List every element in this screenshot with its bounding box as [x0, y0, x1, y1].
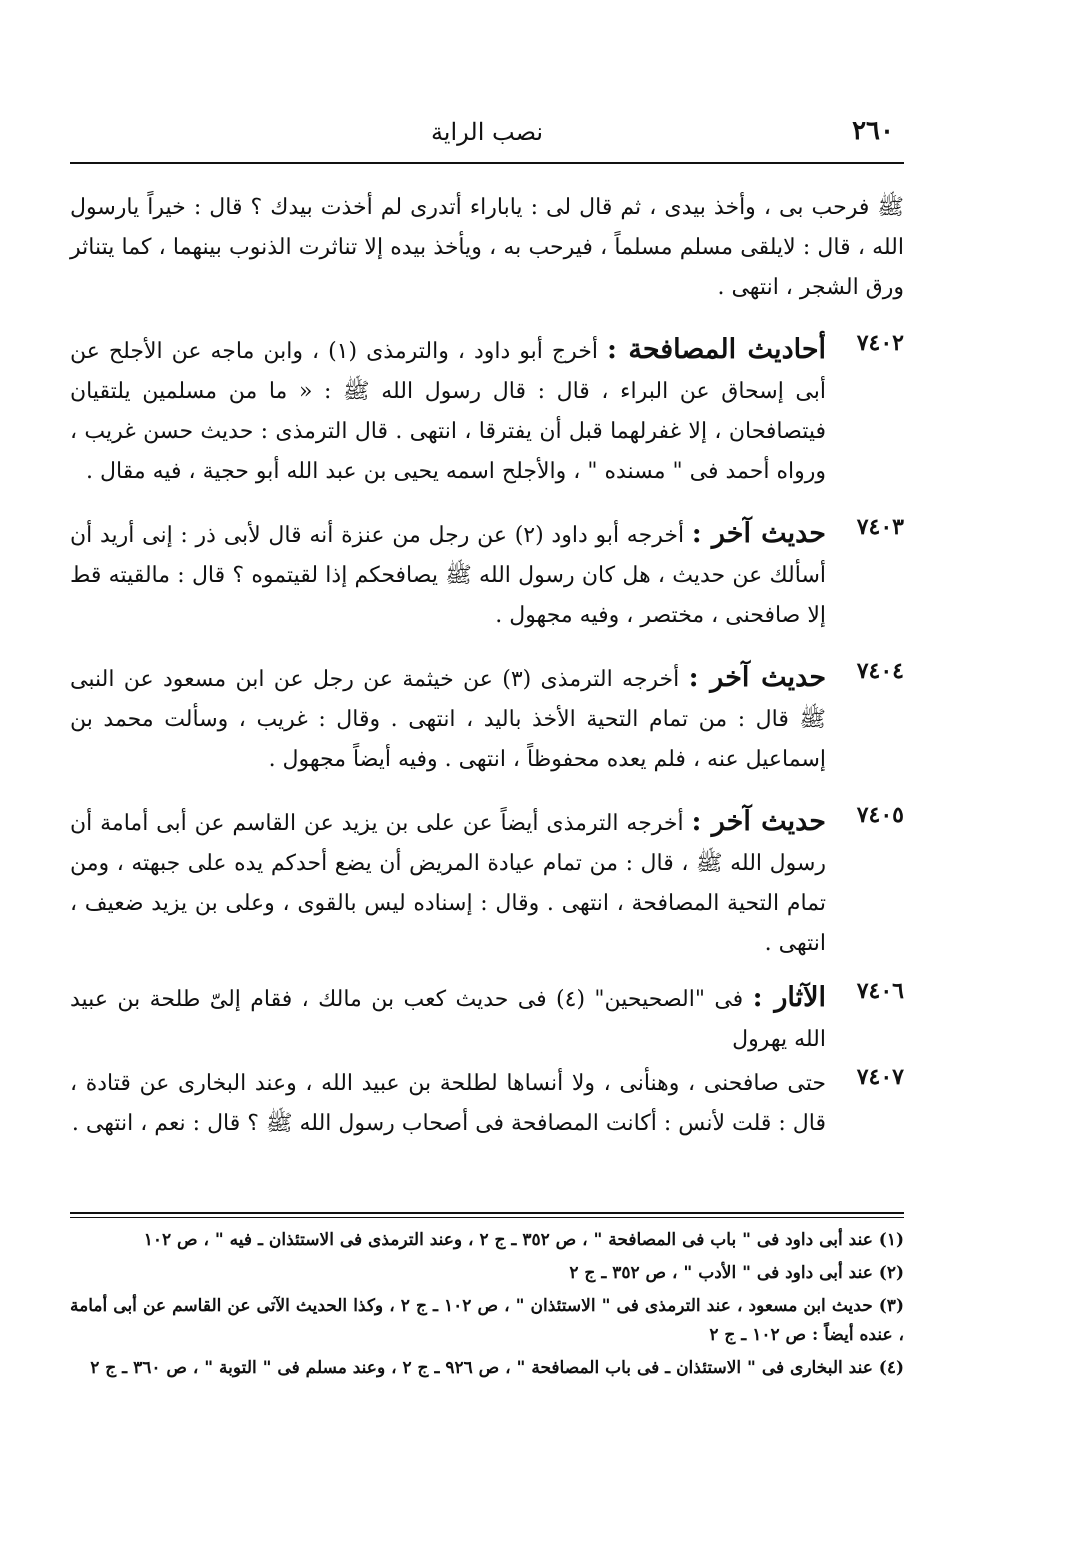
entry-text: أخرجه الترمذى (٣) عن خيثمة عن رجل عن ابن مسعود عن النبى ﷺ قال : من تمام التحية الأخذ باليد ، انتهى . وقال : غريب ، وسألت محمد بن إسماعيل عنه ، فلم يعده محفوظاً ، انتهى . وفيه أيضاً مجهول . — [70, 667, 826, 772]
footnote-1: (١) عند أبى داود فى " باب فى المصافحة " ، ص ٣٥٢ ـ ج ٢ ، وعند الترمذى فى الاستئذان ـ فيه " ، ص ١٠٢ — [143, 1230, 904, 1250]
page-header — [70, 112, 904, 152]
entry-title: الآثار : — [752, 982, 827, 1013]
entry-title: حديث آخر : — [688, 662, 827, 693]
entry-number: ٧٤٠٥ — [856, 802, 904, 828]
entry-7406 — [70, 978, 904, 1060]
entry-7405 — [70, 802, 904, 964]
entry-title: حديث آخر : — [691, 806, 826, 837]
entry-text: أخرجه أبو داود (٢) عن رجل من عنزة أنه قال لأبى ذر : إنى أريد أن أسألك عن حديث ، هل كان رسول الله ﷺ يصافحكم إذا لقيتموه ؟ قال : مالقيته قط إلا صافحنى ، مختصر ، وفيه مجهول . — [70, 523, 826, 628]
entry-7404 — [70, 658, 904, 780]
page-number: ٢٦٠ — [852, 116, 894, 146]
main-text — [70, 188, 904, 1144]
entry-text: حتى صافحنى ، وهنأنى ، ولا أنساها لطلحة بن عبيد الله ، وعند البخارى عن قتادة ، قال : قلت لأنس : أكانت المصافحة فى أصحاب رسول الله ﷺ ؟ قال : نعم ، انتهى . — [70, 1071, 826, 1136]
entry-7402 — [70, 330, 904, 492]
footnote-2: (٢) عند أبى داود فى " الأدب " ، ص ٣٥٢ ـ ج ٢ — [569, 1263, 904, 1283]
entry-number: ٧٤٠٧ — [856, 1064, 904, 1090]
running-title: نصب الراية — [430, 118, 544, 146]
header-rule — [70, 162, 904, 164]
entry-text: أخرجه الترمذى أيضاً عن على بن يزيد عن القاسم عن أبى أمامة أن رسول الله ﷺ ، قال : من تمام عيادة المريض أن يضع أحدكم يده على جبهته ، ومن تمام التحية المصافحة ، انتهى . وقال : إسناده ليس بالقوى ، وعلى بن يزيد ضعيف ، انتهى . — [70, 811, 826, 956]
entry-title: حديث آخر : — [691, 518, 827, 549]
entry-number: ٧٤٠٤ — [856, 658, 904, 684]
entry-text: أخرج أبو داود ، والترمذى (١) ، وابن ماجه عن الأجلح عن أبى إسحاق عن البراء ، قال : قال رسول الله ﷺ : « ما من مسلمين يلتقيان فيتصافحان ، إلا غفرلهما قبل أن يفترقا ، انتهى . قال الترمذى : حديث حسن غريب ، ورواه أحمد فى " مسنده " ، والأجلح اسمه يحيى بن عبد الله أبو حجية ، فيه مقال . — [70, 339, 826, 484]
footnote-4: (٤) عند البخارى فى " الاستئذان ـ فى باب المصافحة " ، ص ٩٢٦ ـ ج ٢ ، وعند مسلم فى " التوبة " ، ص ٣٦٠ ـ ج ٢ — [90, 1358, 904, 1378]
entry-number: ٧٤٠٢ — [856, 330, 904, 356]
entry-number: ٧٤٠٣ — [856, 514, 904, 540]
entry-text: فى "الصحيحين" (٤) فى حديث كعب بن مالك ، فقام إلىّ طلحة بن عبيد الله يهرول — [70, 987, 826, 1052]
footnote-rule — [70, 1212, 904, 1214]
entry-number: ٧٤٠٦ — [856, 978, 904, 1004]
entry-7407 — [70, 1064, 904, 1144]
footnote-3: (٣) حديث ابن مسعود ، عند الترمذى فى " الاستئذان " ، ص ١٠٢ ـ ج ٢ ، وكذا الحديث الآتى عن القاسم عن أبى أمامة ، عنده أيضاً : ص ١٠٢ ـ ج ٢ — [70, 1296, 904, 1345]
footnote-rule-thin — [70, 1217, 904, 1218]
entry-7403 — [70, 514, 904, 636]
footnotes — [70, 1226, 904, 1387]
entry-title: أحاديث المصافحة : — [606, 334, 827, 365]
intro-paragraph: ﷺ فرحب بى ، وأخذ بيدى ، ثم قال لى : ياباراء أتدرى لم أخذت بيدك ؟ قال : خيراً يارسول الله ، قال : لايلقى مسلم مسلماً ، فيرحب به ، ويأخذ بيده إلا تناثرت الذنوب بينهما ، كما يتناثر ورق الشجر ، انتهى . — [70, 195, 904, 300]
